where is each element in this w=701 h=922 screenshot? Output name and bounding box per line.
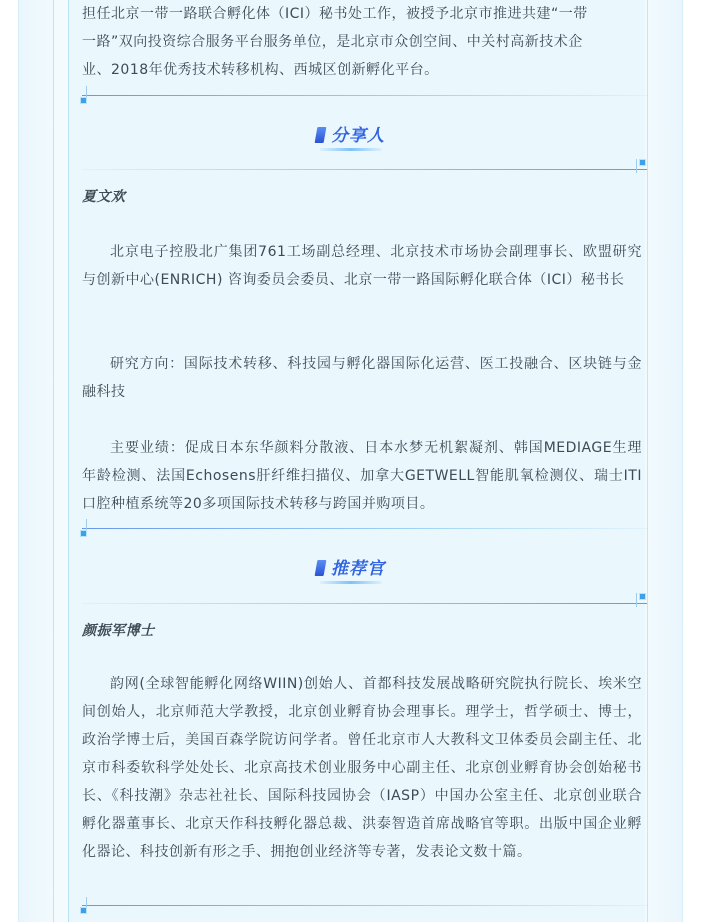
divider-tick <box>636 159 637 173</box>
divider-line <box>82 95 647 96</box>
sharer-name: 夏文欢 <box>82 189 126 205</box>
sharer-bio: 北京电子控股北广集团761工场副总经理、北京技术市场协会副理事长、欧盟研究与创新中心(ENRICH) 咨询委员会委员、北京一带一路国际孵化联合体（ICI）秘书长 <box>82 244 642 288</box>
intro-line-1: 担任北京一带一路联合孵化体（ICI）秘书处工作，被授予北京市推进共建“一带 <box>82 6 588 22</box>
intro-text <box>82 0 642 84</box>
heading-underline <box>320 148 382 151</box>
divider-line <box>82 603 647 604</box>
divider-line <box>82 169 647 170</box>
intro-line-2: 一路”双向投资综合服务平台服务单位，是北京市众创空间、中关村高新技术企 <box>82 34 583 50</box>
recommender-bio: 韵网(全球智能孵化网络WIIN)创始人、首都科技发展战略研究院执行院长、埃米空间创始人，北京师范大学教授，北京创业孵育协会理事长。理学士，哲学硕士、博士，政治学博士后，美国百森学院访问学者。曾任北京市人大教科文卫体委员会副主任、北京市科委软科学处处长、北京高技术创业服务中心副主任、北京创业孵育协会创始秘书长、《科技潮》杂志社社长、国际科技园协会（IASP）中国办公室主任、北京创业联合孵化器董事长、北京天作科技孵化器总裁、洪泰智造首席战略官等职。出版中国企业孵化器论、科技创新有形之手、拥抱创业经济等专著，发表论文数十篇。 <box>82 676 642 860</box>
recommender-heading <box>0 554 701 584</box>
corner-square-icon <box>639 593 646 600</box>
heading-underline <box>320 581 382 584</box>
divider-line <box>82 905 647 906</box>
sharer-research: 研究方向：国际技术转移、科技园与孵化器国际化运营、医工投融合、区块链与金融科技 <box>82 356 642 400</box>
recommender-name: 颜振军博士 <box>82 623 155 639</box>
heading-marker-icon <box>315 560 327 576</box>
corner-square-icon <box>80 97 87 104</box>
corner-square-icon <box>80 907 87 914</box>
recommender-heading-text: 推荐官 <box>331 559 385 579</box>
sharer-achievements: 主要业绩：促成日本东华颜料分散液、日本水梦无机絮凝剂、韩国MEDIAGE生理年龄检测、法国Echosens肝纤维扫描仪、加拿大GETWELL智能肌氧检测仪、瑞士ITI口腔种植系统等20多项国际技术转移与跨国并购项目。 <box>82 440 642 512</box>
divider-line <box>82 528 647 529</box>
divider-tick <box>636 593 637 607</box>
corner-square-icon <box>639 159 646 166</box>
sharer-heading <box>0 121 701 151</box>
sharer-heading-text: 分享人 <box>331 126 385 146</box>
corner-square-icon <box>80 530 87 537</box>
heading-marker-icon <box>315 127 327 143</box>
intro-line-3: 业、2018年优秀技术转移机构、西城区创新孵化平台。 <box>82 62 439 78</box>
